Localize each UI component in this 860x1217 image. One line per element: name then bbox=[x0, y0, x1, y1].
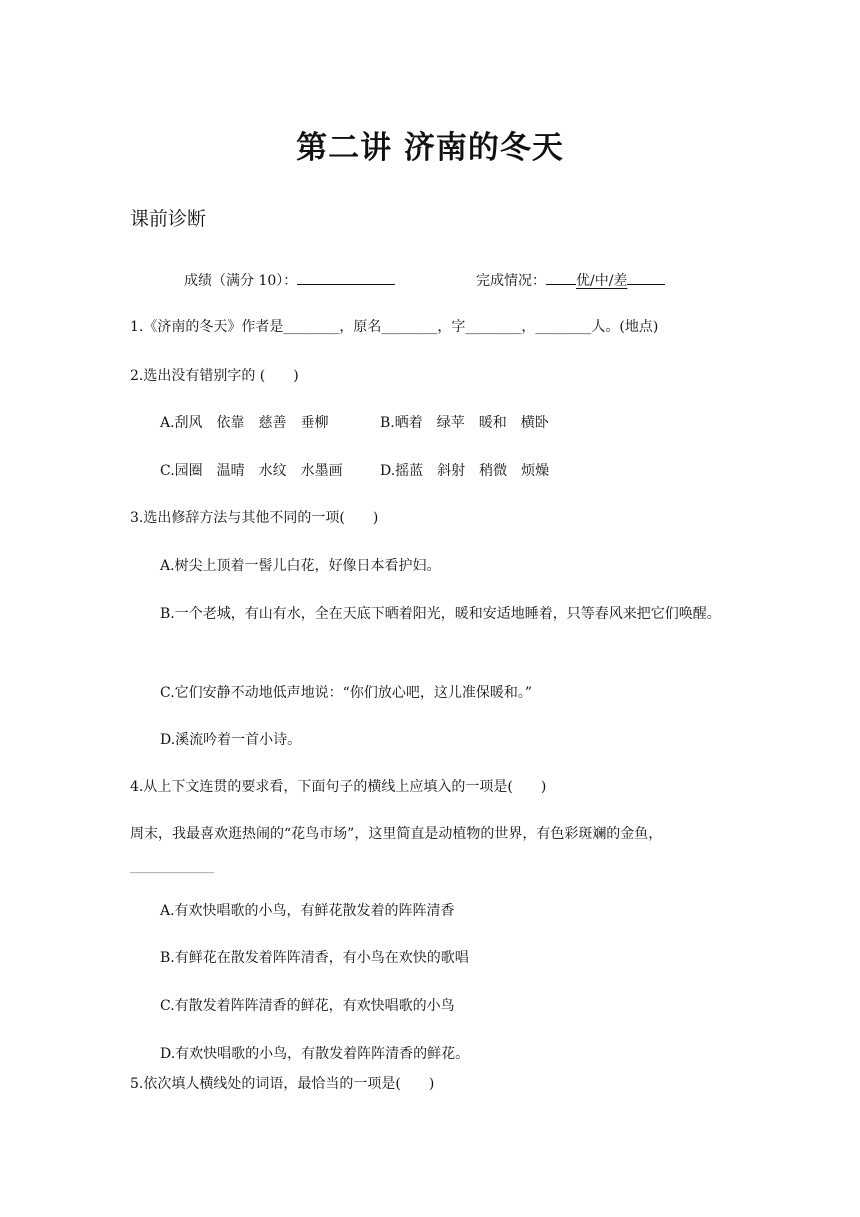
q1-blank-zi: ________ bbox=[465, 319, 522, 335]
question-3-option-c: C.它们安静不动地低声地说：“你们放心吧，这儿准保暖和。” bbox=[160, 685, 532, 701]
question-5-stem: 5.依次填人横线处的词语，最恰当的一项是( ) bbox=[130, 1076, 435, 1092]
status-blank-right bbox=[627, 270, 665, 285]
q1-text-3: ，字 bbox=[437, 319, 466, 335]
question-4-option-b: B.有鲜花在散发着阵阵清香，有小鸟在欢快的歌唱 bbox=[160, 950, 469, 966]
question-3-option-d: D.溪流吟着一首小诗。 bbox=[160, 732, 302, 748]
status-label: 完成情况： bbox=[476, 273, 546, 289]
q1-blank-name: ________ bbox=[381, 319, 438, 335]
document-title: 第二讲 济南的冬天 bbox=[296, 130, 564, 166]
score-blank bbox=[297, 270, 395, 285]
question-4-stem: 4.从上下文连贯的要求看，下面句子的横线上应填入的一项是( ) bbox=[130, 779, 547, 795]
q1-text-1: 1.《济南的冬天》作者是 bbox=[130, 319, 284, 335]
q1-blank-place: ________ bbox=[535, 319, 592, 335]
question-4-option-d: D.有欢快唱歌的小鸟，有散发着阵阵清香的鲜花。 bbox=[160, 1046, 470, 1062]
section-heading: 课前诊断 bbox=[130, 208, 207, 230]
q1-text-4: ， bbox=[521, 319, 536, 335]
status-line bbox=[476, 270, 665, 291]
q1-text-5: 人。(地点) bbox=[591, 319, 659, 335]
question-3-option-b: B.一个老城，有山有水，全在天底下晒着阳光，暖和安适地睡着，只等春风来把它们唤醒。 bbox=[160, 606, 721, 622]
question-3-option-a: A.树尖上顶着一髻儿白花，好像日本看护妇。 bbox=[160, 558, 441, 574]
question-4-option-c: C.有散发着阵阵清香的鲜花，有欢快唱歌的小鸟 bbox=[160, 998, 455, 1014]
question-4-blank: ____________ bbox=[130, 858, 214, 874]
question-3-stem: 3.选出修辞方法与其他不同的一项( ) bbox=[130, 510, 379, 526]
status-blank-left bbox=[546, 270, 576, 285]
question-4-option-a: A.有欢快唱歌的小鸟，有鲜花散发着的阵阵清香 bbox=[160, 903, 455, 919]
q1-text-2: ，原名 bbox=[339, 319, 382, 335]
question-2-option-a: A.刮风 依靠 慈善 垂柳 bbox=[160, 415, 329, 431]
status-value: 优/中/差 bbox=[576, 273, 628, 289]
question-2-option-b: B.晒着 绿苹 暖和 横卧 bbox=[380, 415, 549, 431]
score-line bbox=[184, 270, 395, 291]
question-2-stem: 2.选出没有错别字的 ( ) bbox=[130, 368, 299, 384]
question-2-option-d: D.摇蓝 斜射 稍微 烦燥 bbox=[380, 463, 550, 479]
question-4-passage: 周末，我最喜欢逛热闹的“花鸟市场”，这里简直是动植物的世界，有色彩斑斓的金鱼， bbox=[130, 826, 663, 842]
score-label: 成绩（满分 10）： bbox=[184, 273, 298, 289]
q1-blank-author: ________ bbox=[283, 319, 340, 335]
question-2-option-c: C.园圈 温晴 水纹 水墨画 bbox=[160, 463, 343, 479]
question-1 bbox=[130, 317, 658, 337]
